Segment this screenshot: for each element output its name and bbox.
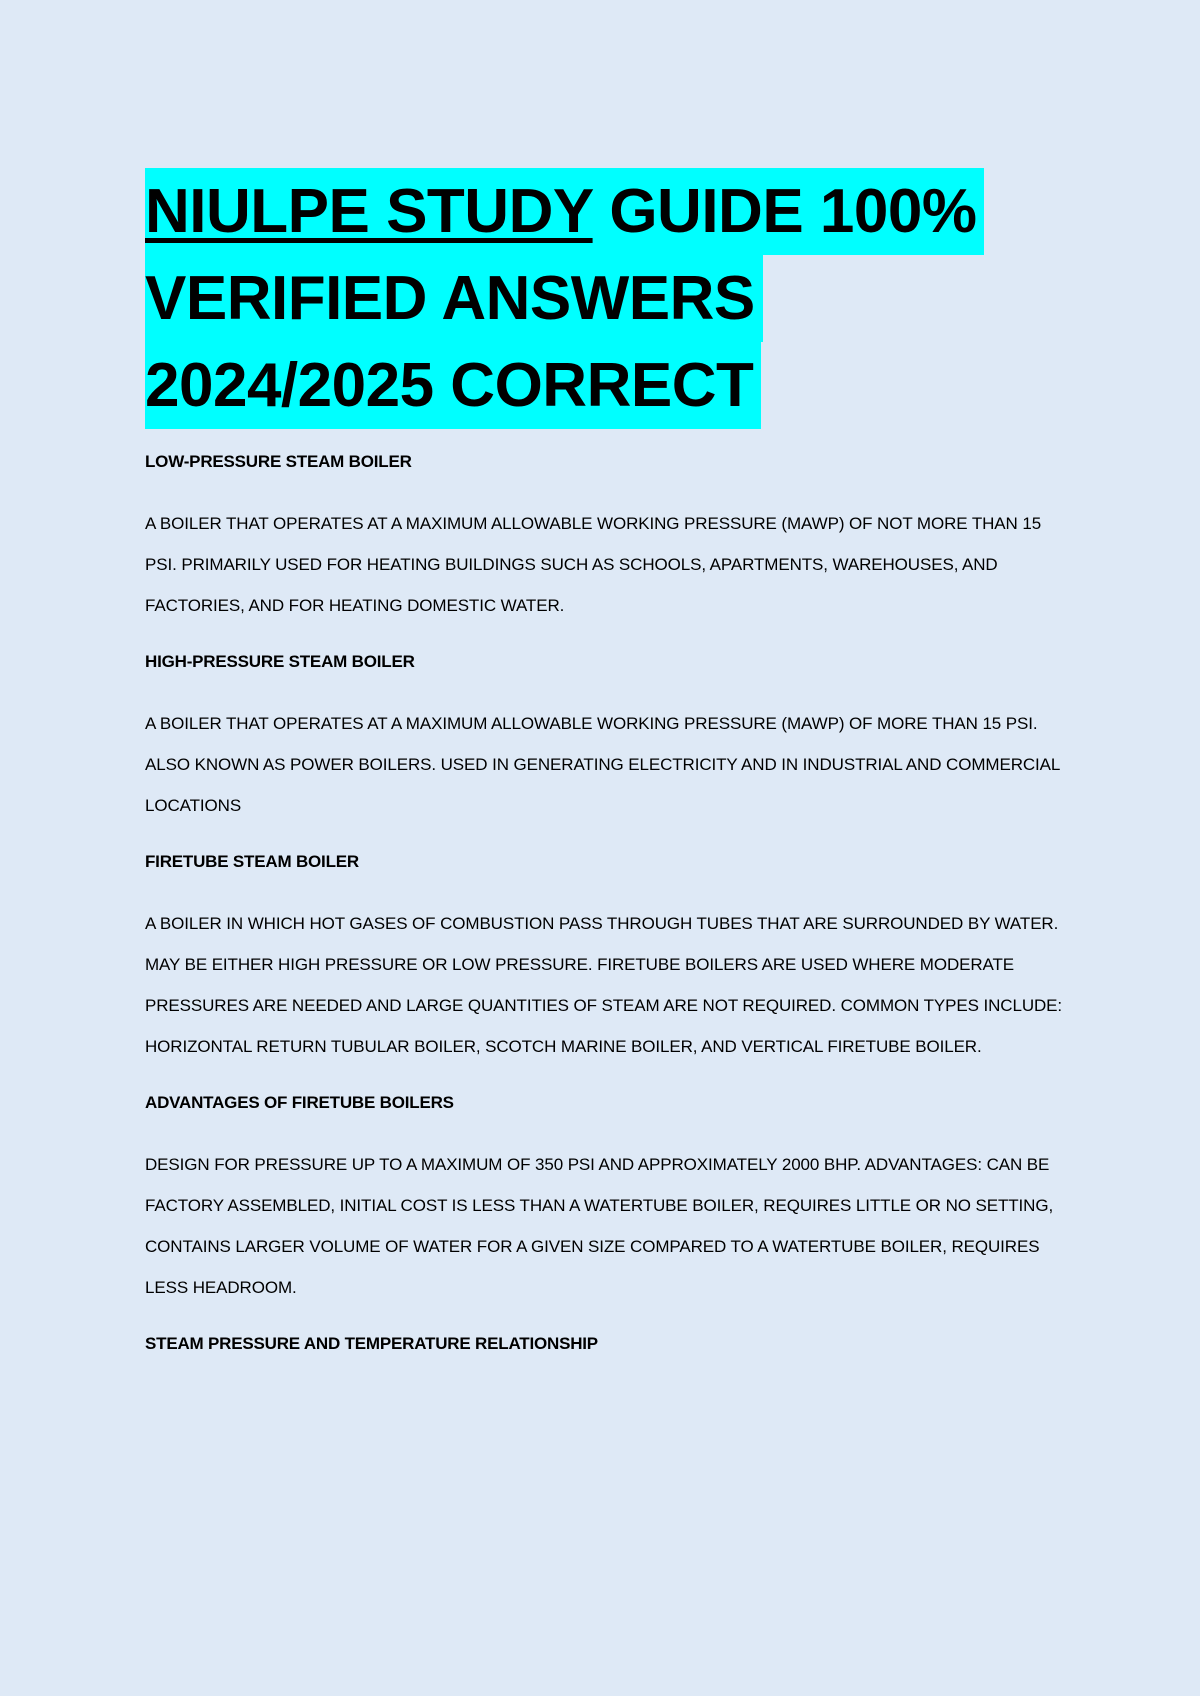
document-title: [145, 168, 1075, 429]
section-heading: FIRETUBE STEAM BOILER: [145, 852, 359, 871]
section-firetube: [145, 851, 1075, 1067]
section-high-pressure: [145, 651, 1075, 826]
section-body: A BOILER THAT OPERATES AT A MAXIMUM ALLOWABLE WORKING PRESSURE (MAWP) OF MORE THAN 15 PSI. ALSO KNOWN AS POWER BOILERS. USED IN GENERATING ELECTRICITY AND IN INDUSTRIAL AND COMMERCIAL LOCATIONS: [145, 714, 1060, 815]
section-heading: HIGH-PRESSURE STEAM BOILER: [145, 652, 415, 671]
section-body: A BOILER IN WHICH HOT GASES OF COMBUSTION PASS THROUGH TUBES THAT ARE SURROUNDED BY WATER. MAY BE EITHER HIGH PRESSURE OR LOW PRESSURE. FIRETUBE BOILERS ARE USED WHERE MODERATE PRESSURES ARE NEEDED AND LARGE QUANTITIES OF STEAM ARE NOT REQUIRED. COMMON TYPES INCLUDE: HORIZONTAL RETURN TUBULAR BOILER, SCOTCH MARINE BOILER, AND VERTICAL FIRETUBE BOILER.: [145, 914, 1063, 1056]
section-body: DESIGN FOR PRESSURE UP TO A MAXIMUM OF 350 PSI AND APPROXIMATELY 2000 BHP. ADVANTAGES: CAN BE FACTORY ASSEMBLED, INITIAL COST IS LESS THAN A WATERTUBE BOILER, REQUIRES LITTLE OR NO SETTING, CONTAINS LARGER VOLUME OF WATER FOR A GIVEN SIZE COMPARED TO A WATERTUBE BOILER, REQUIRES LESS HEADROOM.: [145, 1155, 1054, 1297]
title-line-1: [145, 168, 984, 255]
section-heading: ADVANTAGES OF FIRETUBE BOILERS: [145, 1093, 454, 1112]
section-low-pressure: [145, 451, 1075, 626]
section-heading: STEAM PRESSURE AND TEMPERATURE RELATIONSHIP: [145, 1334, 598, 1353]
section-heading: LOW-PRESSURE STEAM BOILER: [145, 452, 412, 471]
document-page: [145, 168, 1075, 1355]
title-line-1-rest: GUIDE 100%: [592, 177, 977, 246]
title-line-2: VERIFIED ANSWERS: [145, 255, 763, 342]
title-line-3: 2024/2025 CORRECT: [145, 342, 761, 429]
section-body: A BOILER THAT OPERATES AT A MAXIMUM ALLOWABLE WORKING PRESSURE (MAWP) OF NOT MORE THAN 15 PSI. PRIMARILY USED FOR HEATING BUILDINGS SUCH AS SCHOOLS, APARTMENTS, WAREHOUSES, AND FACTORIES, AND FOR HEATING DOMESTIC WATER.: [145, 514, 1042, 615]
section-firetube-advantages: [145, 1092, 1075, 1308]
title-underlined-text: NIULPE STUDY: [145, 177, 593, 246]
section-steam-pressure-temperature: [145, 1333, 1075, 1355]
